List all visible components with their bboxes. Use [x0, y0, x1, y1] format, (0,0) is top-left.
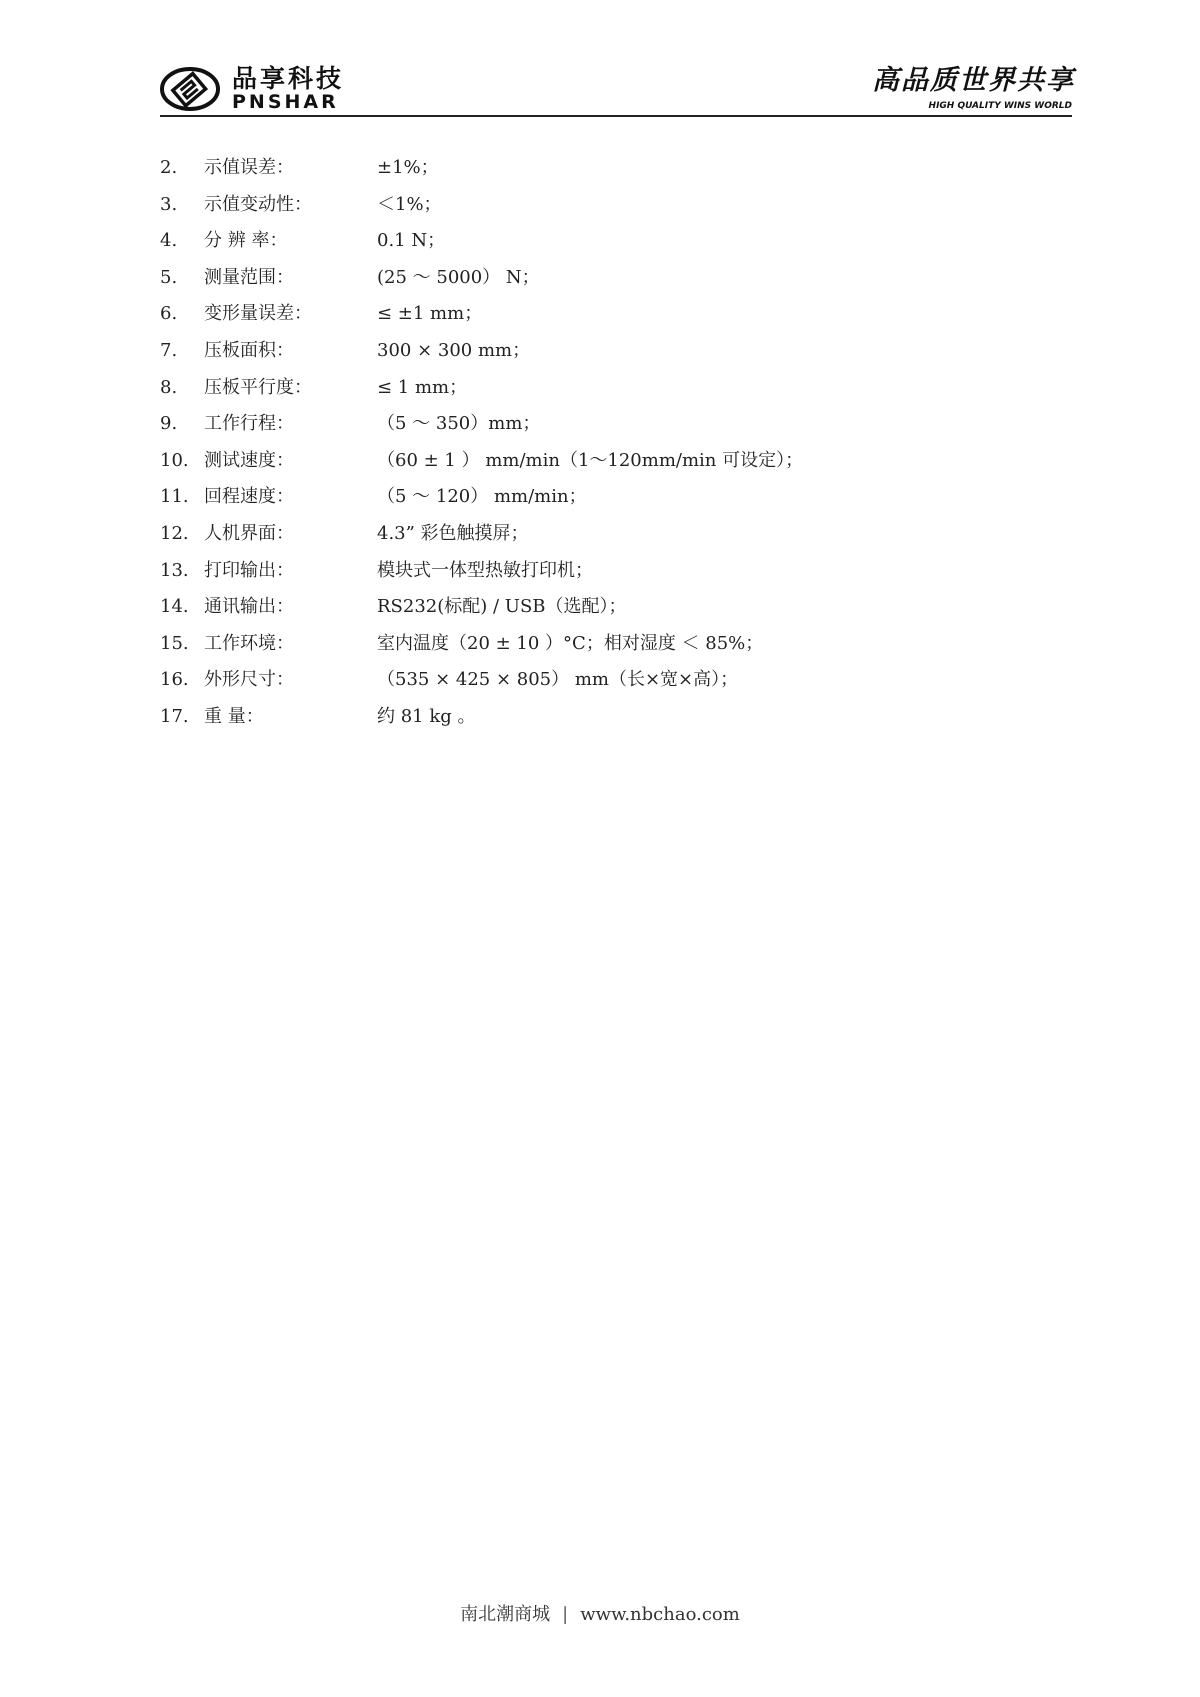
spec-label: 回程速度：	[204, 486, 294, 508]
spec-number: 7.	[160, 339, 178, 361]
spec-item	[160, 260, 1060, 297]
spec-label: 重 量：	[204, 705, 264, 727]
spec-value: （5 ～ 350）mm；	[377, 413, 541, 435]
spec-value: 模块式一体型热敏打印机；	[377, 559, 593, 581]
spec-label: 压板面积：	[204, 339, 294, 361]
spec-number: 14.	[160, 596, 189, 618]
spec-value: ≤ 1 mm；	[377, 376, 468, 398]
spec-value: ±1%；	[377, 157, 439, 178]
spec-item	[160, 296, 1060, 333]
spec-item	[160, 333, 1060, 370]
spec-label: 工作环境：	[204, 632, 294, 654]
company-logo	[160, 64, 400, 114]
spec-value: 300 × 300 mm；	[377, 339, 531, 361]
spec-number: 2.	[160, 157, 178, 178]
spec-item	[160, 443, 1060, 480]
spec-value: 约 81 kg 。	[377, 705, 476, 727]
spec-value: ≤ ±1 mm；	[377, 303, 483, 325]
spec-item	[160, 589, 1060, 626]
header-divider	[160, 115, 1072, 117]
spec-label: 测试速度：	[204, 449, 294, 471]
footer-site-name: 南北潮商城	[460, 1604, 551, 1625]
spec-number: 6.	[160, 303, 178, 325]
spec-item	[160, 223, 1060, 260]
spec-number: 9.	[160, 413, 178, 435]
spec-value: 4.3” 彩色触摸屏；	[377, 522, 529, 544]
spec-label: 示值误差：	[204, 157, 294, 178]
spec-label: 变形量误差：	[204, 303, 312, 325]
spec-value: (25 ～ 5000） N；	[377, 266, 540, 288]
spec-item	[160, 370, 1060, 407]
spec-number: 13.	[160, 559, 189, 581]
spec-item	[160, 553, 1060, 590]
logo-chinese-name: 品享科技	[232, 64, 345, 93]
spec-number: 5.	[160, 266, 178, 288]
slogan-english: HIGH QUALITY WINS WORLD	[928, 101, 1072, 111]
spec-label: 压板平行度：	[204, 376, 312, 398]
spec-number: 4.	[160, 230, 178, 252]
spec-number: 15.	[160, 632, 189, 654]
spec-item	[160, 187, 1060, 224]
spec-label: 人机界面：	[204, 522, 294, 544]
spec-value: RS232(标配) / USB（选配）；	[377, 596, 627, 618]
page-header	[160, 64, 1075, 116]
footer-separator: |	[562, 1604, 569, 1625]
footer-url[interactable]: www.nbchao.com	[580, 1604, 740, 1625]
page-footer	[0, 1600, 1200, 1630]
spec-value: （535 × 425 × 805） mm（长×宽×高）；	[377, 669, 739, 691]
spec-item	[160, 406, 1060, 443]
spec-value: （60 ± 1 ） mm/min（1～120mm/min 可设定）；	[377, 449, 804, 471]
spec-item	[160, 626, 1060, 663]
spec-value: （5 ～ 120） mm/min；	[377, 486, 587, 508]
brand-slogan	[872, 64, 1075, 116]
spec-number: 10.	[160, 449, 189, 471]
spec-item	[160, 699, 1060, 736]
spec-number: 8.	[160, 376, 178, 398]
slogan-chinese: 高品质世界共享	[872, 65, 1075, 96]
spec-label: 打印输出：	[204, 559, 294, 581]
spec-item	[160, 150, 1060, 187]
spec-value: ＜1%；	[377, 193, 442, 215]
spec-value: 0.1 N；	[377, 230, 446, 252]
logo-english-name: PNSHAR	[232, 91, 339, 113]
spec-number: 17.	[160, 705, 189, 727]
spec-number: 16.	[160, 669, 189, 691]
spec-number: 11.	[160, 486, 189, 508]
spec-label: 通讯输出：	[204, 596, 294, 618]
spec-label: 测量范围：	[204, 266, 294, 288]
spec-item	[160, 516, 1060, 553]
spec-label: 示值变动性：	[204, 193, 312, 215]
spec-label: 分 辨 率：	[204, 230, 288, 252]
company-logo-icon	[160, 67, 220, 111]
spec-number: 12.	[160, 522, 189, 544]
spec-number: 3.	[160, 193, 178, 215]
spec-item	[160, 662, 1060, 699]
spec-value: 室内温度（20 ± 10 ）°C；相对湿度 ＜ 85%；	[377, 632, 764, 654]
spec-list	[160, 150, 1060, 736]
spec-label: 外形尺寸：	[204, 669, 294, 691]
spec-item	[160, 479, 1060, 516]
spec-label: 工作行程：	[204, 413, 294, 435]
